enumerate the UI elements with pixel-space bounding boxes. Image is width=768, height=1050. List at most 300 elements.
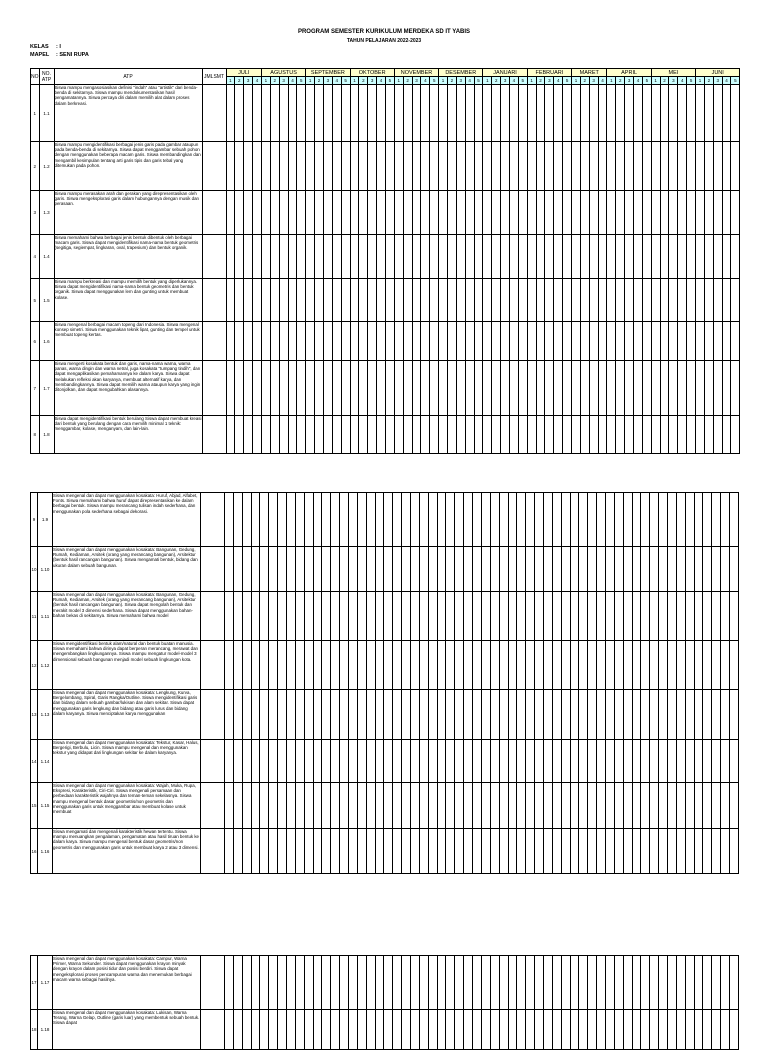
week-cell[interactable]	[703, 641, 712, 690]
week-cell[interactable]	[659, 690, 668, 740]
week-cell[interactable]	[713, 142, 722, 191]
week-cell[interactable]	[527, 191, 536, 235]
week-cell[interactable]	[332, 191, 341, 235]
week-cell[interactable]	[366, 547, 375, 592]
week-cell[interactable]	[368, 416, 377, 454]
week-cell[interactable]	[676, 690, 685, 740]
week-cell[interactable]	[287, 783, 296, 829]
jml-smt-cell[interactable]	[201, 641, 225, 690]
week-cell[interactable]	[233, 1010, 242, 1050]
week-cell[interactable]	[729, 956, 738, 1010]
week-cell[interactable]	[244, 85, 253, 142]
week-cell[interactable]	[614, 493, 623, 547]
week-cell[interactable]	[419, 592, 428, 641]
week-cell[interactable]	[315, 142, 324, 191]
week-cell[interactable]	[340, 547, 349, 592]
week-cell[interactable]	[244, 322, 253, 361]
week-cell[interactable]	[304, 547, 313, 592]
week-cell[interactable]	[642, 85, 651, 142]
week-cell[interactable]	[492, 191, 501, 235]
week-cell[interactable]	[580, 85, 589, 142]
week-cell[interactable]	[270, 279, 279, 322]
week-cell[interactable]	[225, 547, 234, 592]
week-cell[interactable]	[447, 279, 456, 322]
week-cell[interactable]	[561, 783, 570, 829]
week-cell[interactable]	[270, 235, 279, 279]
week-cell[interactable]	[483, 416, 492, 454]
week-cell[interactable]	[572, 361, 581, 416]
week-cell[interactable]	[278, 829, 287, 874]
week-cell[interactable]	[323, 322, 332, 361]
week-cell[interactable]	[676, 493, 685, 547]
week-cell[interactable]	[269, 783, 278, 829]
week-cell[interactable]	[260, 1010, 269, 1050]
week-cell[interactable]	[375, 956, 384, 1010]
week-cell[interactable]	[669, 279, 678, 322]
week-cell[interactable]	[561, 956, 570, 1010]
week-cell[interactable]	[393, 1010, 402, 1050]
week-cell[interactable]	[402, 641, 411, 690]
week-cell[interactable]	[650, 592, 659, 641]
week-cell[interactable]	[694, 690, 703, 740]
week-cell[interactable]	[412, 191, 421, 235]
week-cell[interactable]	[499, 592, 508, 641]
week-cell[interactable]	[226, 322, 235, 361]
week-cell[interactable]	[650, 1010, 659, 1050]
week-cell[interactable]	[419, 547, 428, 592]
week-cell[interactable]	[313, 493, 322, 547]
week-cell[interactable]	[340, 690, 349, 740]
week-cell[interactable]	[313, 592, 322, 641]
week-cell[interactable]	[598, 416, 607, 454]
week-cell[interactable]	[660, 416, 669, 454]
week-cell[interactable]	[357, 547, 366, 592]
week-cell[interactable]	[464, 547, 473, 592]
week-cell[interactable]	[703, 829, 712, 874]
week-cell[interactable]	[341, 361, 350, 416]
jml-smt-cell[interactable]	[201, 783, 225, 829]
week-cell[interactable]	[598, 142, 607, 191]
week-cell[interactable]	[279, 279, 288, 322]
week-cell[interactable]	[366, 783, 375, 829]
week-cell[interactable]	[667, 547, 676, 592]
week-cell[interactable]	[570, 1010, 579, 1050]
week-cell[interactable]	[492, 322, 501, 361]
week-cell[interactable]	[490, 641, 499, 690]
week-cell[interactable]	[357, 592, 366, 641]
week-cell[interactable]	[430, 322, 439, 361]
week-cell[interactable]	[260, 547, 269, 592]
week-cell[interactable]	[295, 690, 304, 740]
week-cell[interactable]	[510, 191, 519, 235]
week-cell[interactable]	[660, 85, 669, 142]
week-cell[interactable]	[393, 740, 402, 783]
week-cell[interactable]	[580, 279, 589, 322]
week-cell[interactable]	[331, 740, 340, 783]
week-cell[interactable]	[598, 235, 607, 279]
week-cell[interactable]	[543, 493, 552, 547]
week-cell[interactable]	[419, 690, 428, 740]
week-cell[interactable]	[402, 783, 411, 829]
week-cell[interactable]	[403, 191, 412, 235]
week-cell[interactable]	[685, 690, 694, 740]
week-cell[interactable]	[552, 547, 561, 592]
week-cell[interactable]	[225, 493, 234, 547]
week-cell[interactable]	[411, 829, 420, 874]
week-cell[interactable]	[375, 783, 384, 829]
week-cell[interactable]	[288, 416, 297, 454]
week-cell[interactable]	[543, 783, 552, 829]
week-cell[interactable]	[341, 322, 350, 361]
week-cell[interactable]	[384, 641, 393, 690]
week-cell[interactable]	[669, 361, 678, 416]
week-cell[interactable]	[323, 416, 332, 454]
week-cell[interactable]	[722, 85, 731, 142]
week-cell[interactable]	[641, 783, 650, 829]
week-cell[interactable]	[357, 783, 366, 829]
week-cell[interactable]	[225, 690, 234, 740]
week-cell[interactable]	[368, 322, 377, 361]
week-cell[interactable]	[589, 142, 598, 191]
week-cell[interactable]	[430, 85, 439, 142]
week-cell[interactable]	[651, 416, 660, 454]
week-cell[interactable]	[579, 783, 588, 829]
week-cell[interactable]	[632, 690, 641, 740]
week-cell[interactable]	[447, 191, 456, 235]
week-cell[interactable]	[572, 322, 581, 361]
week-cell[interactable]	[669, 85, 678, 142]
week-cell[interactable]	[287, 547, 296, 592]
week-cell[interactable]	[375, 829, 384, 874]
week-cell[interactable]	[260, 690, 269, 740]
week-cell[interactable]	[536, 85, 545, 142]
week-cell[interactable]	[616, 416, 625, 454]
week-cell[interactable]	[447, 85, 456, 142]
week-cell[interactable]	[377, 191, 386, 235]
week-cell[interactable]	[517, 829, 526, 874]
week-cell[interactable]	[632, 592, 641, 641]
week-cell[interactable]	[703, 1010, 712, 1050]
week-cell[interactable]	[313, 829, 322, 874]
week-cell[interactable]	[545, 191, 554, 235]
week-cell[interactable]	[295, 956, 304, 1010]
week-cell[interactable]	[287, 641, 296, 690]
week-cell[interactable]	[269, 1010, 278, 1050]
week-cell[interactable]	[304, 829, 313, 874]
week-cell[interactable]	[384, 1010, 393, 1050]
week-cell[interactable]	[580, 361, 589, 416]
week-cell[interactable]	[242, 690, 251, 740]
jml-smt-cell[interactable]	[202, 361, 226, 416]
jml-smt-cell[interactable]	[202, 142, 226, 191]
jml-smt-cell[interactable]	[201, 592, 225, 641]
week-cell[interactable]	[641, 829, 650, 874]
week-cell[interactable]	[225, 592, 234, 641]
week-cell[interactable]	[535, 956, 544, 1010]
week-cell[interactable]	[269, 690, 278, 740]
week-cell[interactable]	[341, 235, 350, 279]
week-cell[interactable]	[490, 547, 499, 592]
week-cell[interactable]	[269, 547, 278, 592]
week-cell[interactable]	[411, 740, 420, 783]
week-cell[interactable]	[660, 279, 669, 322]
week-cell[interactable]	[402, 740, 411, 783]
week-cell[interactable]	[235, 322, 244, 361]
week-cell[interactable]	[490, 1010, 499, 1050]
week-cell[interactable]	[625, 85, 634, 142]
week-cell[interactable]	[552, 592, 561, 641]
week-cell[interactable]	[703, 783, 712, 829]
week-cell[interactable]	[385, 416, 394, 454]
week-cell[interactable]	[616, 85, 625, 142]
week-cell[interactable]	[341, 191, 350, 235]
week-cell[interactable]	[731, 279, 740, 322]
week-cell[interactable]	[357, 690, 366, 740]
week-cell[interactable]	[597, 1010, 606, 1050]
week-cell[interactable]	[597, 783, 606, 829]
week-cell[interactable]	[694, 641, 703, 690]
week-cell[interactable]	[473, 641, 482, 690]
week-cell[interactable]	[570, 592, 579, 641]
week-cell[interactable]	[421, 85, 430, 142]
week-cell[interactable]	[455, 547, 464, 592]
week-cell[interactable]	[447, 361, 456, 416]
week-cell[interactable]	[616, 279, 625, 322]
week-cell[interactable]	[481, 1010, 490, 1050]
week-cell[interactable]	[614, 783, 623, 829]
week-cell[interactable]	[419, 956, 428, 1010]
week-cell[interactable]	[473, 740, 482, 783]
week-cell[interactable]	[651, 235, 660, 279]
week-cell[interactable]	[359, 235, 368, 279]
week-cell[interactable]	[464, 783, 473, 829]
week-cell[interactable]	[678, 85, 687, 142]
week-cell[interactable]	[393, 493, 402, 547]
week-cell[interactable]	[607, 279, 616, 322]
week-cell[interactable]	[359, 361, 368, 416]
week-cell[interactable]	[598, 279, 607, 322]
week-cell[interactable]	[306, 279, 315, 322]
week-cell[interactable]	[561, 641, 570, 690]
week-cell[interactable]	[447, 322, 456, 361]
week-cell[interactable]	[253, 279, 262, 322]
week-cell[interactable]	[385, 142, 394, 191]
week-cell[interactable]	[253, 322, 262, 361]
week-cell[interactable]	[437, 592, 446, 641]
week-cell[interactable]	[261, 279, 270, 322]
week-cell[interactable]	[403, 361, 412, 416]
week-cell[interactable]	[341, 142, 350, 191]
week-cell[interactable]	[323, 85, 332, 142]
week-cell[interactable]	[251, 690, 260, 740]
week-cell[interactable]	[650, 641, 659, 690]
week-cell[interactable]	[554, 322, 563, 361]
week-cell[interactable]	[260, 740, 269, 783]
week-cell[interactable]	[483, 85, 492, 142]
week-cell[interactable]	[676, 956, 685, 1010]
week-cell[interactable]	[242, 641, 251, 690]
week-cell[interactable]	[349, 592, 358, 641]
week-cell[interactable]	[253, 191, 262, 235]
week-cell[interactable]	[322, 547, 331, 592]
week-cell[interactable]	[729, 493, 738, 547]
week-cell[interactable]	[579, 829, 588, 874]
week-cell[interactable]	[552, 829, 561, 874]
week-cell[interactable]	[526, 641, 535, 690]
week-cell[interactable]	[703, 547, 712, 592]
week-cell[interactable]	[437, 829, 446, 874]
week-cell[interactable]	[331, 547, 340, 592]
week-cell[interactable]	[651, 279, 660, 322]
week-cell[interactable]	[712, 829, 721, 874]
week-cell[interactable]	[411, 1010, 420, 1050]
week-cell[interactable]	[731, 85, 740, 142]
week-cell[interactable]	[694, 829, 703, 874]
week-cell[interactable]	[313, 641, 322, 690]
week-cell[interactable]	[357, 493, 366, 547]
week-cell[interactable]	[579, 547, 588, 592]
week-cell[interactable]	[456, 322, 465, 361]
week-cell[interactable]	[483, 142, 492, 191]
week-cell[interactable]	[456, 279, 465, 322]
week-cell[interactable]	[315, 416, 324, 454]
week-cell[interactable]	[510, 416, 519, 454]
week-cell[interactable]	[412, 416, 421, 454]
week-cell[interactable]	[685, 829, 694, 874]
week-cell[interactable]	[331, 956, 340, 1010]
week-cell[interactable]	[357, 829, 366, 874]
week-cell[interactable]	[295, 592, 304, 641]
week-cell[interactable]	[437, 740, 446, 783]
week-cell[interactable]	[393, 547, 402, 592]
jml-smt-cell[interactable]	[201, 1010, 225, 1050]
week-cell[interactable]	[446, 740, 455, 783]
week-cell[interactable]	[660, 235, 669, 279]
week-cell[interactable]	[278, 641, 287, 690]
week-cell[interactable]	[713, 235, 722, 279]
week-cell[interactable]	[403, 279, 412, 322]
week-cell[interactable]	[357, 641, 366, 690]
week-cell[interactable]	[304, 493, 313, 547]
week-cell[interactable]	[543, 956, 552, 1010]
week-cell[interactable]	[605, 690, 614, 740]
week-cell[interactable]	[385, 361, 394, 416]
week-cell[interactable]	[377, 416, 386, 454]
week-cell[interactable]	[446, 641, 455, 690]
week-cell[interactable]	[430, 142, 439, 191]
week-cell[interactable]	[713, 361, 722, 416]
week-cell[interactable]	[419, 493, 428, 547]
jml-smt-cell[interactable]	[201, 493, 225, 547]
week-cell[interactable]	[403, 416, 412, 454]
week-cell[interactable]	[669, 235, 678, 279]
week-cell[interactable]	[536, 191, 545, 235]
week-cell[interactable]	[492, 85, 501, 142]
week-cell[interactable]	[634, 235, 643, 279]
week-cell[interactable]	[650, 783, 659, 829]
week-cell[interactable]	[588, 829, 597, 874]
week-cell[interactable]	[313, 740, 322, 783]
week-cell[interactable]	[242, 592, 251, 641]
week-cell[interactable]	[306, 85, 315, 142]
week-cell[interactable]	[428, 493, 437, 547]
week-cell[interactable]	[588, 641, 597, 690]
week-cell[interactable]	[510, 322, 519, 361]
week-cell[interactable]	[385, 85, 394, 142]
week-cell[interactable]	[322, 740, 331, 783]
week-cell[interactable]	[589, 279, 598, 322]
week-cell[interactable]	[535, 592, 544, 641]
week-cell[interactable]	[421, 279, 430, 322]
week-cell[interactable]	[642, 279, 651, 322]
week-cell[interactable]	[306, 322, 315, 361]
week-cell[interactable]	[297, 322, 306, 361]
week-cell[interactable]	[437, 1010, 446, 1050]
week-cell[interactable]	[641, 547, 650, 592]
week-cell[interactable]	[678, 142, 687, 191]
week-cell[interactable]	[456, 85, 465, 142]
week-cell[interactable]	[226, 191, 235, 235]
week-cell[interactable]	[377, 361, 386, 416]
week-cell[interactable]	[368, 191, 377, 235]
week-cell[interactable]	[270, 416, 279, 454]
week-cell[interactable]	[490, 690, 499, 740]
week-cell[interactable]	[455, 690, 464, 740]
week-cell[interactable]	[288, 279, 297, 322]
week-cell[interactable]	[331, 641, 340, 690]
week-cell[interactable]	[501, 416, 510, 454]
week-cell[interactable]	[729, 1010, 738, 1050]
week-cell[interactable]	[722, 416, 731, 454]
week-cell[interactable]	[588, 956, 597, 1010]
week-cell[interactable]	[499, 1010, 508, 1050]
week-cell[interactable]	[322, 641, 331, 690]
week-cell[interactable]	[332, 322, 341, 361]
week-cell[interactable]	[375, 547, 384, 592]
week-cell[interactable]	[270, 322, 279, 361]
week-cell[interactable]	[412, 279, 421, 322]
week-cell[interactable]	[605, 547, 614, 592]
week-cell[interactable]	[642, 235, 651, 279]
week-cell[interactable]	[287, 493, 296, 547]
week-cell[interactable]	[570, 783, 579, 829]
week-cell[interactable]	[570, 740, 579, 783]
week-cell[interactable]	[518, 142, 527, 191]
week-cell[interactable]	[287, 1010, 296, 1050]
week-cell[interactable]	[589, 322, 598, 361]
week-cell[interactable]	[253, 142, 262, 191]
week-cell[interactable]	[261, 85, 270, 142]
week-cell[interactable]	[251, 641, 260, 690]
week-cell[interactable]	[508, 1010, 517, 1050]
week-cell[interactable]	[634, 191, 643, 235]
week-cell[interactable]	[721, 783, 730, 829]
week-cell[interactable]	[552, 740, 561, 783]
week-cell[interactable]	[481, 592, 490, 641]
week-cell[interactable]	[251, 829, 260, 874]
week-cell[interactable]	[260, 641, 269, 690]
week-cell[interactable]	[473, 547, 482, 592]
week-cell[interactable]	[704, 279, 713, 322]
week-cell[interactable]	[304, 690, 313, 740]
week-cell[interactable]	[315, 361, 324, 416]
week-cell[interactable]	[605, 641, 614, 690]
week-cell[interactable]	[428, 641, 437, 690]
week-cell[interactable]	[563, 142, 572, 191]
week-cell[interactable]	[614, 829, 623, 874]
week-cell[interactable]	[526, 783, 535, 829]
week-cell[interactable]	[278, 783, 287, 829]
